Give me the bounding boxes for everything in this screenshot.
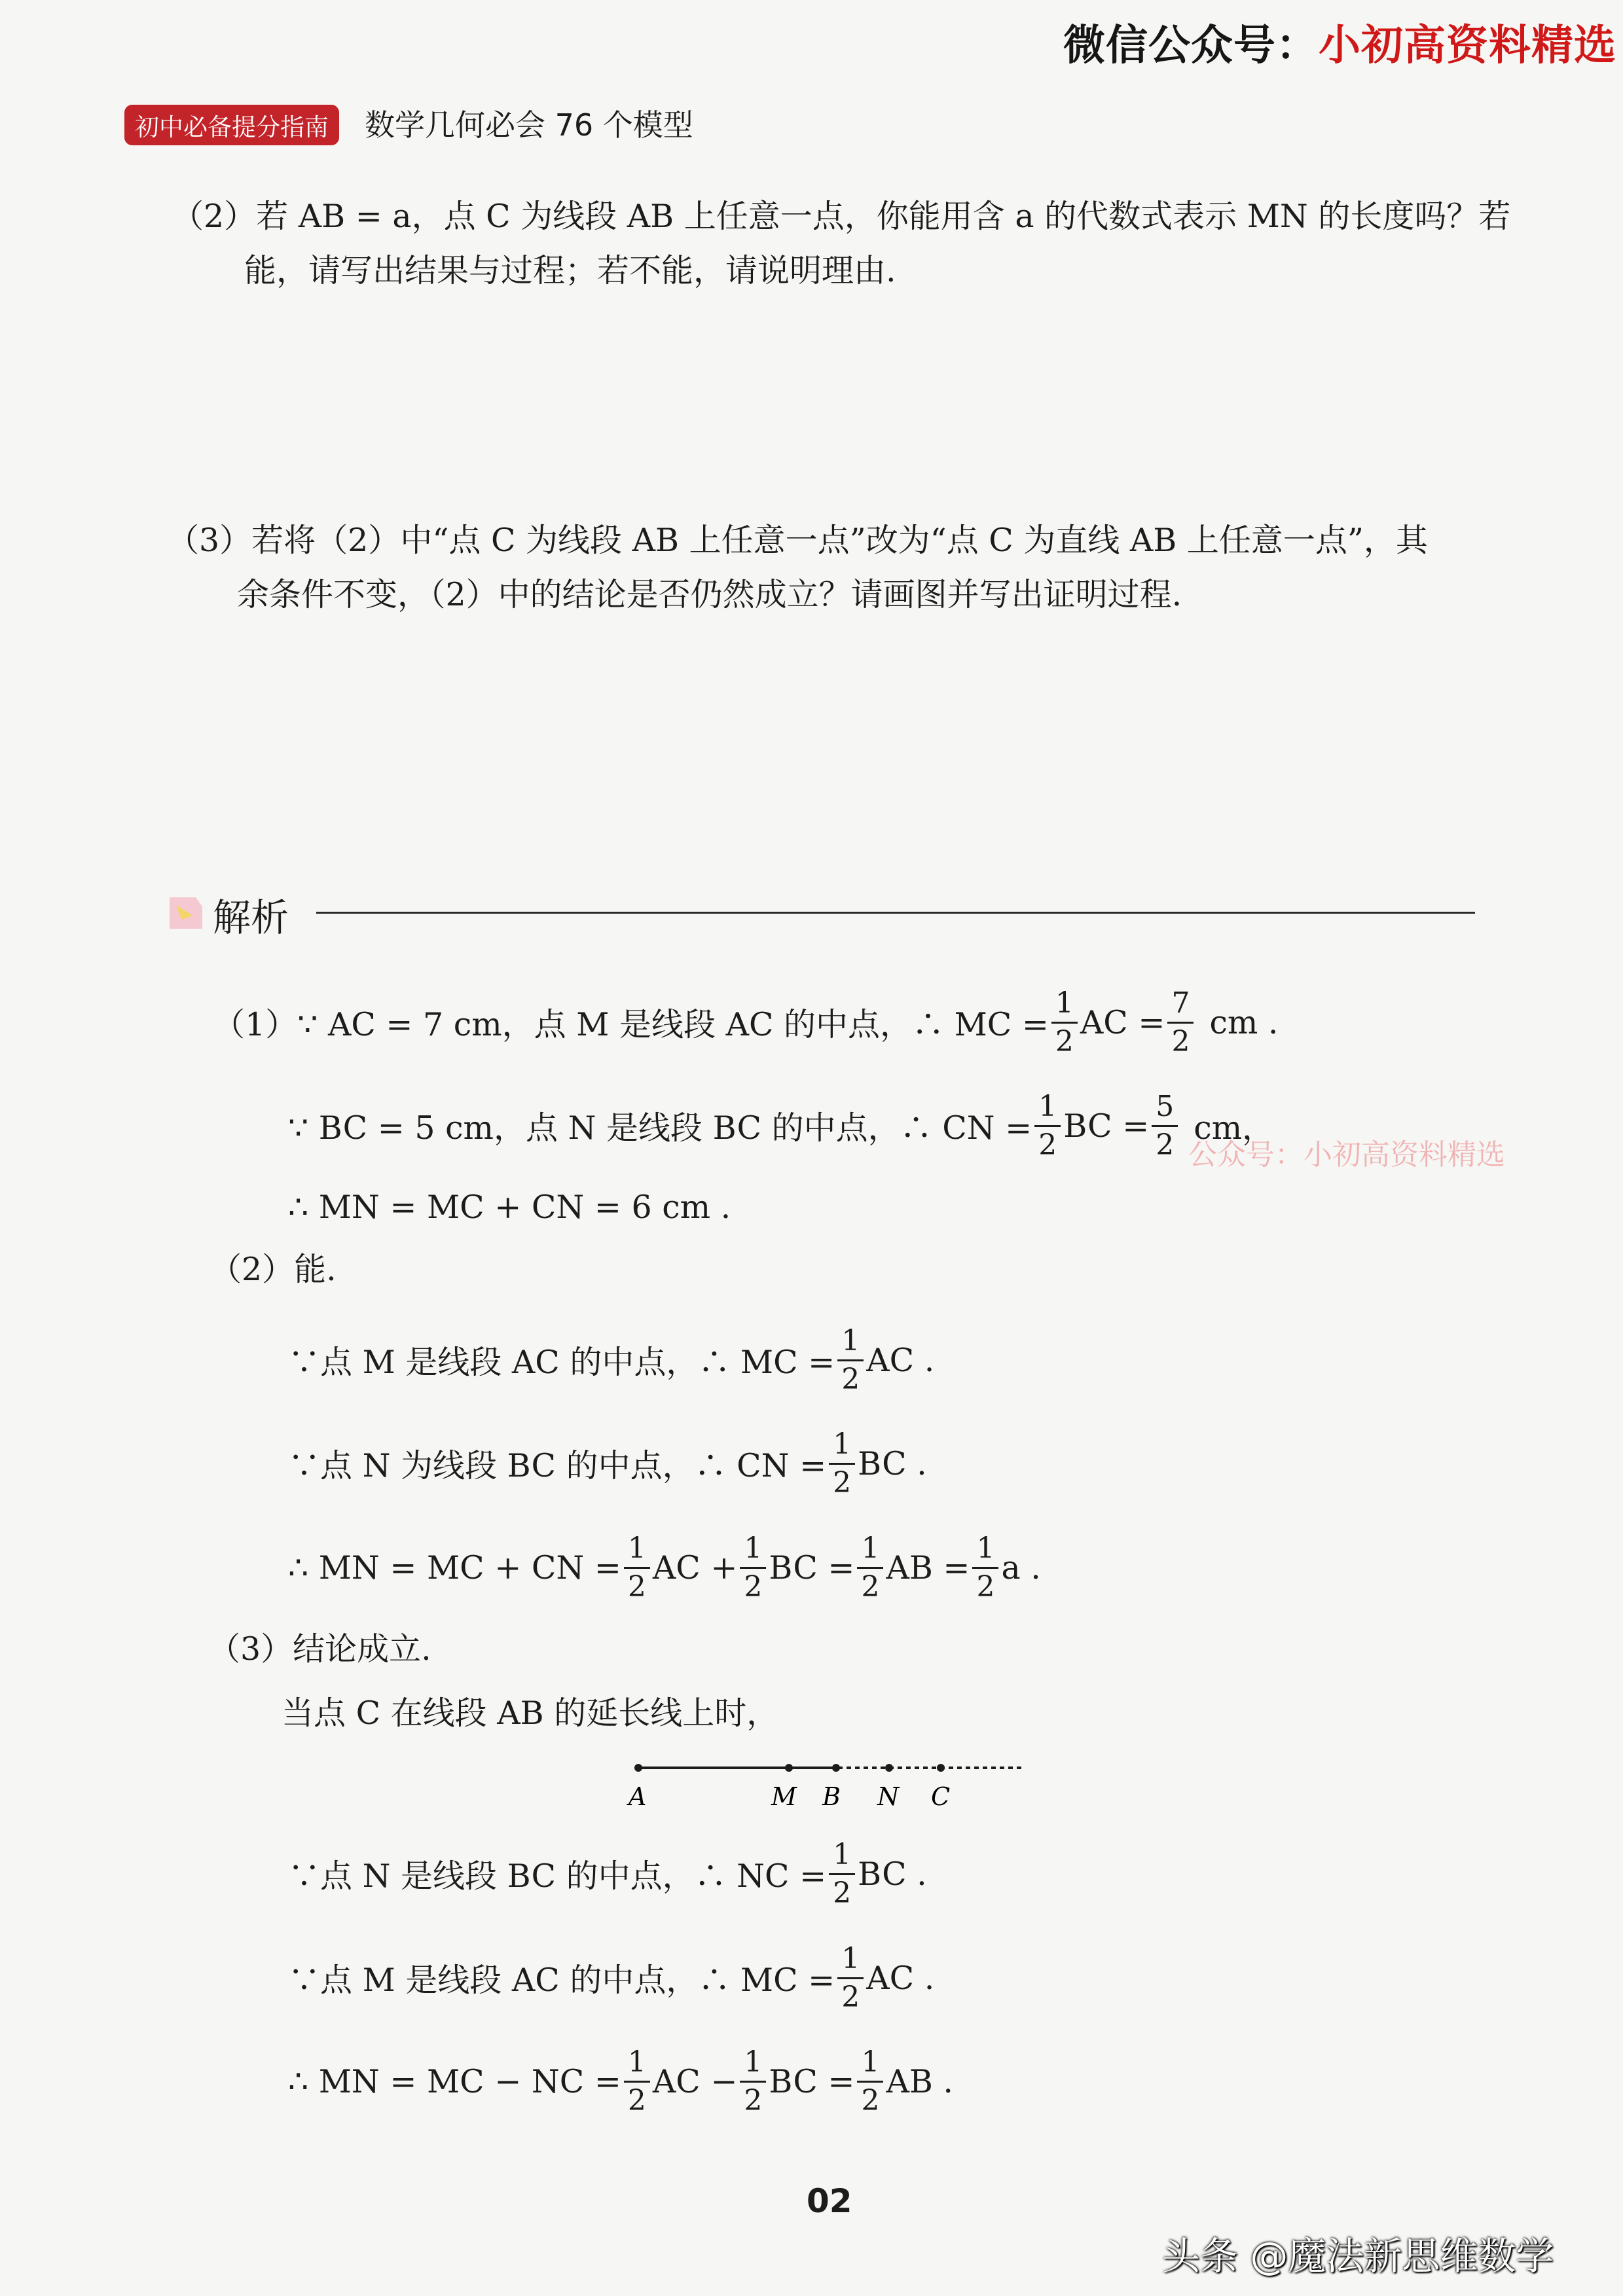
fraction-half: $\frac{1}{2}$ xyxy=(972,1534,998,1602)
solution-line-2: ∵ BC = 5 cm，点 N 是线段 BC 的中点，∴ CN = $\frac{1}{2}$ BC = $\frac{5}{2}$ cm， xyxy=(288,1089,1275,1162)
series-tag: 初中必备提分指南 xyxy=(124,105,339,145)
solution-line-1: （1） ∵ AC = 7 cm，点 M 是线段 AC 的中点，∴ MC = $\frac{1}{2}$ AC = $\frac{7}{2}$ cm . xyxy=(213,986,1279,1058)
section-divider xyxy=(316,912,1475,914)
solution-line-8: ∵点 N 是线段 BC 的中点，∴ NC = $\frac{1}{2}$ BC . xyxy=(288,1837,927,1910)
fraction-five-halves: $\frac{5}{2}$ xyxy=(1152,1092,1178,1160)
point-m xyxy=(785,1764,793,1772)
q2-line2: 能，请写出结果与过程；若不能，请说明理由. xyxy=(244,252,896,289)
fraction-half: $\frac{1}{2}$ xyxy=(857,2048,883,2115)
label-a: A xyxy=(629,1782,647,1811)
top-watermark xyxy=(1063,12,1616,72)
solution-part2-label: （2）能. xyxy=(210,1251,337,1288)
label-n: N xyxy=(877,1782,900,1811)
book-title: 数学几何必会 76 个模型 xyxy=(365,107,693,143)
fraction-half: $\frac{1}{2}$ xyxy=(740,2048,766,2115)
solution-line-4: ∵点 M 是线段 AC 的中点，∴ MC = $\frac{1}{2}$ AC . xyxy=(288,1323,935,1396)
point-a xyxy=(634,1764,642,1772)
q3-line1: （3）若将（2）中“点 C 为线段 AB 上任意一点”改为“点 C 为直线 AB 上任意一点”，其 xyxy=(167,522,1428,559)
bottom-watermark: 头条 @魔法新思维数学 xyxy=(1162,2234,1554,2278)
point-n xyxy=(885,1764,893,1772)
line-diagram xyxy=(615,1754,1034,1816)
mid-watermark: 公众号：小初高资料精选 xyxy=(1188,1138,1505,1172)
fraction-half: $\frac{1}{2}$ xyxy=(829,1840,855,1908)
solution-line-6: ∴ MN = MC + CN = $\frac{1}{2}$ AC + $\frac{1}{2}$ BC = $\frac{1}{2}$ AB = $\frac{1}{2}$ a . xyxy=(288,1531,1041,1604)
fraction-half: $\frac{1}{2}$ xyxy=(837,1327,864,1394)
point-b xyxy=(832,1764,840,1772)
page-number: 02 xyxy=(807,2182,852,2220)
watermark-prefix: 微信公众号： xyxy=(1063,22,1319,70)
label-b: B xyxy=(822,1782,841,1811)
q3-line2: 余条件不变，（2）中的结论是否仍然成立？请画图并写出证明过程. xyxy=(237,576,1182,613)
solution-line-5: ∵点 N 为线段 BC 的中点，∴ CN = $\frac{1}{2}$ BC . xyxy=(288,1427,927,1499)
q2-line1: （2）若 AB = a，点 C 为线段 AB 上任意一点，你能用含 a 的代数式表示 MN 的长度吗？若 xyxy=(172,198,1511,235)
fraction-seven-halves: $\frac{7}{2}$ xyxy=(1167,989,1194,1056)
label-c: C xyxy=(931,1782,951,1811)
watermark-brand: 小初高资料精选 xyxy=(1319,22,1616,70)
fraction-half: $\frac{1}{2}$ xyxy=(624,1534,650,1602)
solution-line-10: ∴ MN = MC − NC = $\frac{1}{2}$ AC − $\frac{1}{2}$ BC = $\frac{1}{2}$ AB . xyxy=(288,2045,953,2117)
fraction-half: $\frac{1}{2}$ xyxy=(1051,989,1078,1056)
solution-line-3: ∴ MN = MC + CN = 6 cm . xyxy=(288,1189,731,1226)
fraction-half: $\frac{1}{2}$ xyxy=(740,1534,766,1602)
fraction-half: $\frac{1}{2}$ xyxy=(837,1945,864,2012)
fraction-half: $\frac{1}{2}$ xyxy=(624,2048,650,2115)
solution-line-7: 当点 C 在线段 AB 的延长线上时， xyxy=(282,1695,779,1732)
fraction-half: $\frac{1}{2}$ xyxy=(857,1534,883,1602)
section-title: 解析 xyxy=(213,895,289,940)
fraction-half: $\frac{1}{2}$ xyxy=(1034,1092,1061,1160)
solution-line-9: ∵点 M 是线段 AC 的中点，∴ MC = $\frac{1}{2}$ AC . xyxy=(288,1941,935,2014)
section-icon xyxy=(167,893,205,934)
point-c xyxy=(937,1764,945,1772)
solution-part3-label: （3）结论成立. xyxy=(208,1630,431,1668)
fraction-half: $\frac{1}{2}$ xyxy=(829,1430,855,1498)
label-m: M xyxy=(771,1782,797,1811)
